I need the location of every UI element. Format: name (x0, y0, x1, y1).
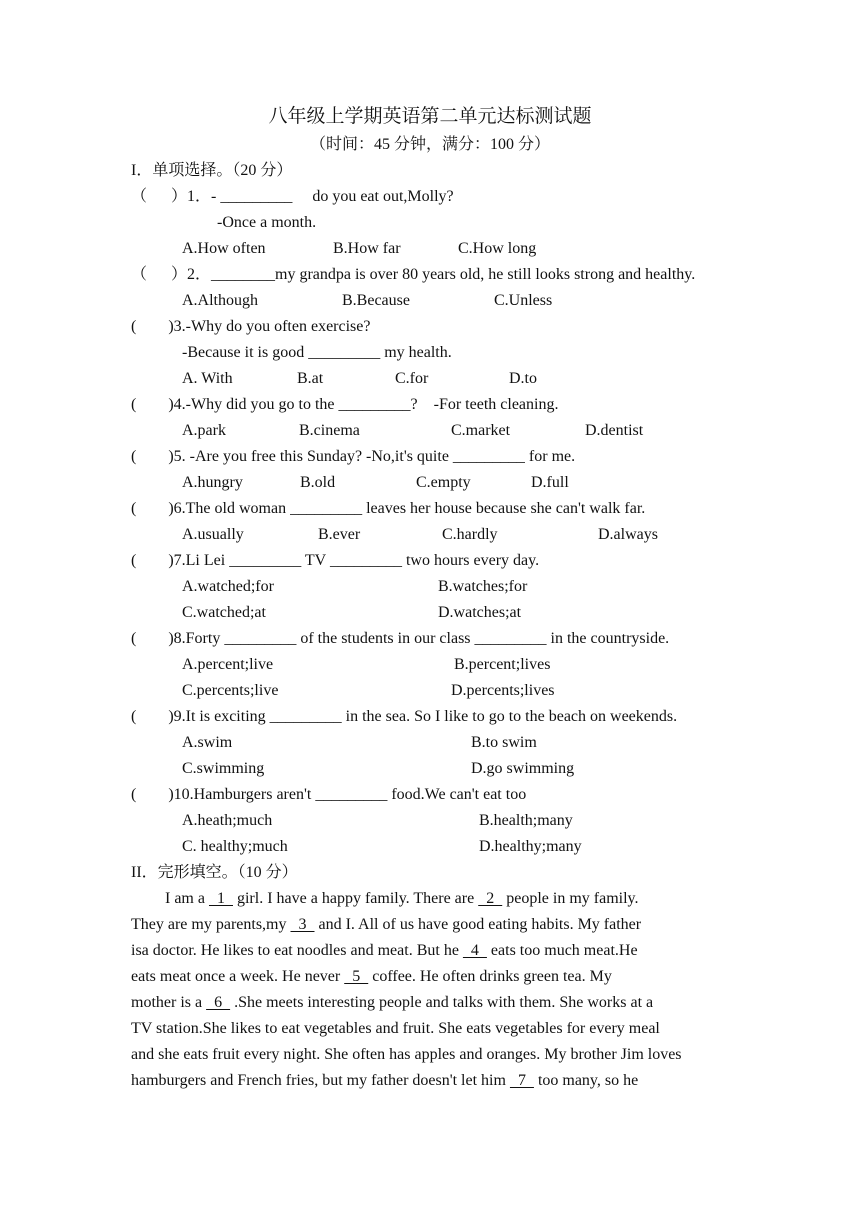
question-2-stem: （ ）2．________my grandpa is over 80 years old, he still looks strong and healthy. (131, 266, 696, 283)
blank-1: 1 (208, 890, 233, 907)
passage-text: coffee. He often drinks green tea. My (368, 968, 612, 985)
question-10-option-d: D.healthy;many (479, 838, 582, 855)
question-7-option-c: C.watched;at (182, 604, 266, 621)
question-3-option-a: A. With (182, 370, 233, 387)
question-9-option-d: D.go swimming (471, 760, 575, 777)
question-7-option-d: D.watches;at (438, 604, 522, 621)
question-7-option-b: B.watches;for (438, 578, 528, 595)
question-6-option-a: A.usually (182, 526, 244, 543)
section-2-heading: II．完形填空。（10 分） (131, 864, 298, 881)
passage-line-1 (165, 889, 638, 909)
passage-line-8 (131, 1071, 638, 1091)
question-8-option-b: B.percent;lives (454, 656, 551, 673)
passage-text: hamburgers and French fries, but my father doesn't let him (131, 1072, 510, 1089)
passage-text: .She meets interesting people and talks with them. She works at a (230, 994, 654, 1011)
passage-text: and I. All of us have good eating habits. My father (314, 916, 642, 933)
passage-text: girl. I have a happy family. There are (232, 890, 479, 907)
question-2-option-c: C.Unless (494, 292, 553, 309)
question-9-stem: ( )9.It is exciting _________ in the sea. So I like to go to the beach on weekends. (131, 708, 678, 725)
passage-text: eats too much meat.He (486, 942, 638, 959)
question-9-option-a: A.swim (182, 734, 233, 751)
question-5-stem: ( )5. -Are you free this Sunday? -No,it's quite _________ for me. (131, 448, 576, 465)
question-10-option-a: A.heath;much (182, 812, 273, 829)
question-7-option-a: A.watched;for (182, 578, 274, 595)
blank-3: 3 (290, 916, 315, 933)
question-7-stem: ( )7.Li Lei _________ TV _________ two hours every day. (131, 552, 540, 569)
question-4-option-a: A.park (182, 422, 226, 439)
question-5-option-a: A.hungry (182, 474, 243, 491)
passage-text: eats meat once a week. He never (131, 968, 345, 985)
question-1-option-c: C.How long (458, 240, 537, 257)
question-8-stem: ( )8.Forty _________ of the students in our class _________ in the countryside. (131, 630, 670, 647)
question-1-stem: （ ）1．- _________ do you eat out,Molly? (131, 188, 454, 205)
page-title: 八年级上学期英语第二单元达标测试题 (268, 106, 592, 127)
question-9-option-b: B.to swim (471, 734, 537, 751)
passage-text: mother is a (131, 994, 207, 1011)
question-3-stem: ( )3.-Why do you often exercise? (131, 318, 371, 335)
question-5-option-b: B.old (300, 474, 336, 491)
question-4-stem: ( )4.-Why did you go to the _________? -For teeth cleaning. (131, 396, 559, 413)
blank-6: 6 (206, 994, 231, 1011)
passage-line-6: TV station.She likes to eat vegetables and fruit. She eats vegetables for every meal (131, 1020, 660, 1037)
passage-line-7: and she eats fruit every night. She often has apples and oranges. My brother Jim loves (131, 1046, 682, 1063)
question-10-option-b: B.health;many (479, 812, 573, 829)
question-4-option-c: C.market (451, 422, 511, 439)
question-3-option-c: C.for (395, 370, 429, 387)
question-6-option-c: C.hardly (442, 526, 498, 543)
question-4-option-b: B.cinema (299, 422, 360, 439)
question-8-option-a: A.percent;live (182, 656, 274, 673)
question-3-reply: -Because it is good _________ my health. (182, 344, 452, 361)
blank-4: 4 (462, 942, 487, 959)
question-4-option-d: D.dentist (585, 422, 644, 439)
blank-5: 5 (344, 968, 369, 985)
passage-text: I am a (165, 890, 209, 907)
question-6-option-b: B.ever (318, 526, 361, 543)
passage-text: too many, so he (533, 1072, 639, 1089)
passage-line-5 (131, 993, 653, 1013)
passage-text: They are my parents,my (131, 916, 291, 933)
question-9-option-c: C.swimming (182, 760, 265, 777)
question-10-option-c: C. healthy;much (182, 838, 288, 855)
passage-text: people in my family. (502, 890, 639, 907)
blank-7: 7 (509, 1072, 534, 1089)
question-5-option-d: D.full (531, 474, 569, 491)
passage-text: isa doctor. He likes to eat noodles and meat. But he (131, 942, 463, 959)
question-2-option-b: B.Because (342, 292, 410, 309)
passage-line-3 (131, 941, 638, 961)
question-8-option-c: C.percents;live (182, 682, 279, 699)
question-6-stem: ( )6.The old woman _________ leaves her house because she can't walk far. (131, 500, 646, 517)
passage-line-4 (131, 967, 612, 987)
question-6-option-d: D.always (598, 526, 658, 543)
question-8-option-d: D.percents;lives (451, 682, 555, 699)
question-3-option-d: D.to (509, 370, 537, 387)
question-2-option-a: A.Although (182, 292, 258, 309)
question-1-option-b: B.How far (333, 240, 401, 257)
question-1-option-a: A.How often (182, 240, 266, 257)
page-subtitle: （时间：45 分钟，满分：100 分） (309, 136, 550, 153)
question-10-stem: ( )10.Hamburgers aren't _________ food.We can't eat too (131, 786, 527, 803)
section-1-heading: I．单项选择。（20 分） (131, 162, 293, 179)
question-3-option-b: B.at (297, 370, 324, 387)
blank-2: 2 (478, 890, 503, 907)
question-5-option-c: C.empty (416, 474, 471, 491)
question-1-reply: -Once a month. (217, 214, 317, 231)
passage-line-2 (131, 915, 641, 935)
